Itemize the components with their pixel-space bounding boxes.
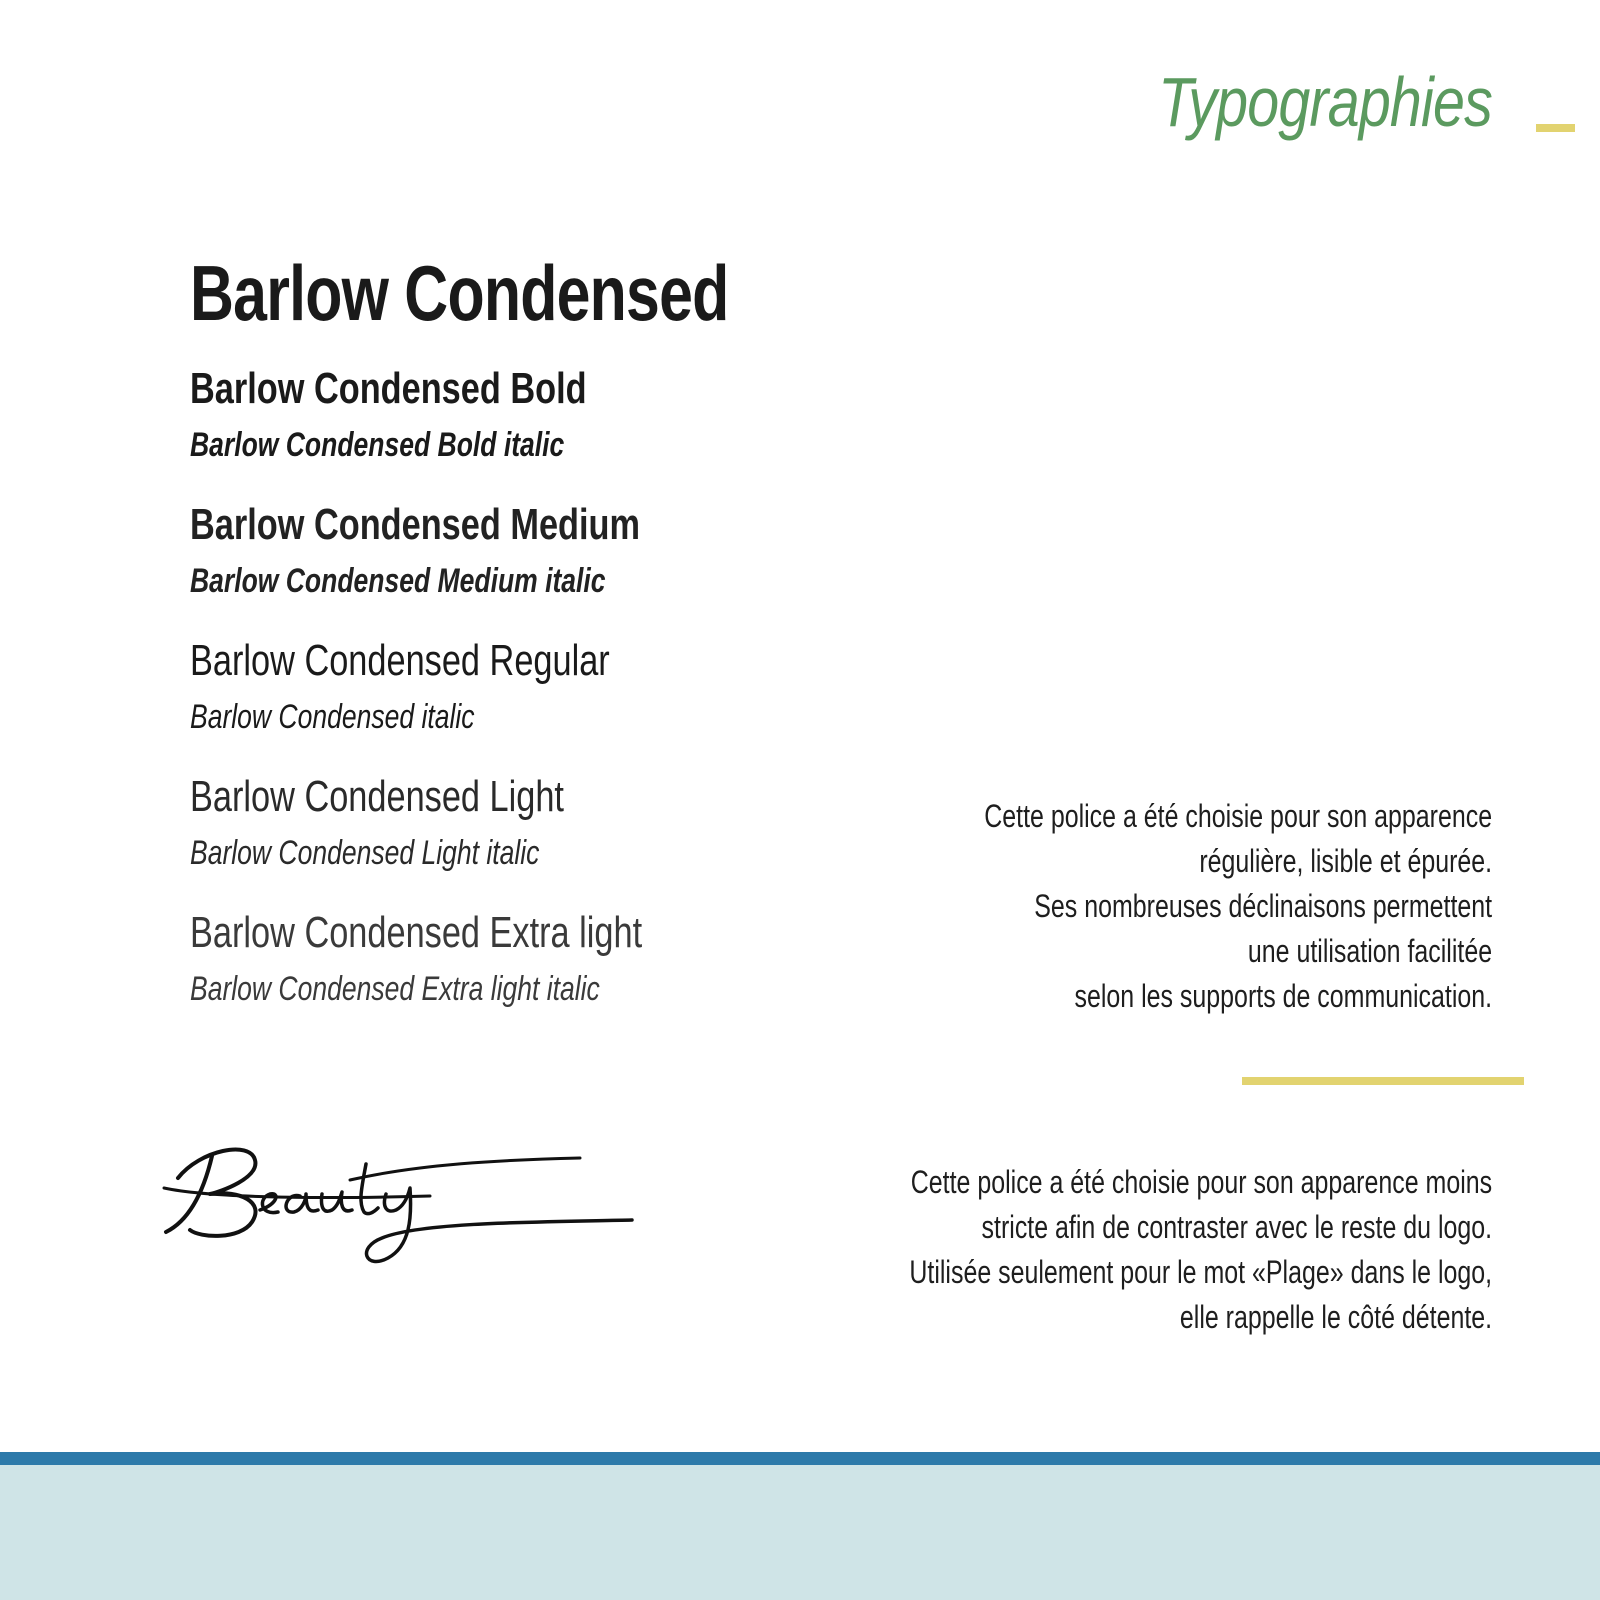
footer-band <box>0 1465 1600 1600</box>
specimen-light: Barlow Condensed Light <box>190 772 564 821</box>
title-underline-accent <box>1536 124 1575 132</box>
specimen-extra-light-italic: Barlow Condensed Extra light italic <box>190 970 600 1008</box>
specimen-bold-italic: Barlow Condensed Bold italic <box>190 426 565 464</box>
description-line: stricte afin de contraster avec le reste du logo. <box>981 1209 1492 1245</box>
page-title: Typographies <box>1158 63 1492 141</box>
specimen-extra-light: Barlow Condensed Extra light <box>190 908 643 957</box>
description-line: régulière, lisible et épurée. <box>1199 843 1492 879</box>
specimen-regular: Barlow Condensed Regular <box>190 636 610 685</box>
specimen-bold: Barlow Condensed Bold <box>190 364 587 413</box>
specimen-medium-italic: Barlow Condensed Medium italic <box>190 562 606 600</box>
description-line: selon les supports de communication. <box>1074 978 1492 1014</box>
specimen-regular-italic: Barlow Condensed italic <box>190 698 475 736</box>
description-line: Utilisée seulement pour le mot «Plage» dans le logo, <box>909 1254 1492 1290</box>
script-font-description <box>745 1160 1492 1340</box>
description-line: elle rappelle le côté détente. <box>1179 1299 1492 1335</box>
font-family-title: Barlow Condensed <box>190 249 729 337</box>
specimen-light-italic: Barlow Condensed Light italic <box>190 834 540 872</box>
primary-font-description <box>841 794 1492 1019</box>
description-line: une utilisation facilitée <box>1247 933 1492 969</box>
footer-stripe <box>0 1452 1600 1465</box>
specimen-medium: Barlow Condensed Medium <box>190 500 641 549</box>
description-line: Ses nombreuses déclinaisons permettent <box>1034 888 1492 924</box>
description-line: Cette police a été choisie pour son apparence moins <box>910 1164 1492 1200</box>
description-line: Cette police a été choisie pour son apparence <box>984 798 1492 834</box>
section-divider <box>1242 1077 1524 1085</box>
script-font-sample <box>160 1130 660 1290</box>
